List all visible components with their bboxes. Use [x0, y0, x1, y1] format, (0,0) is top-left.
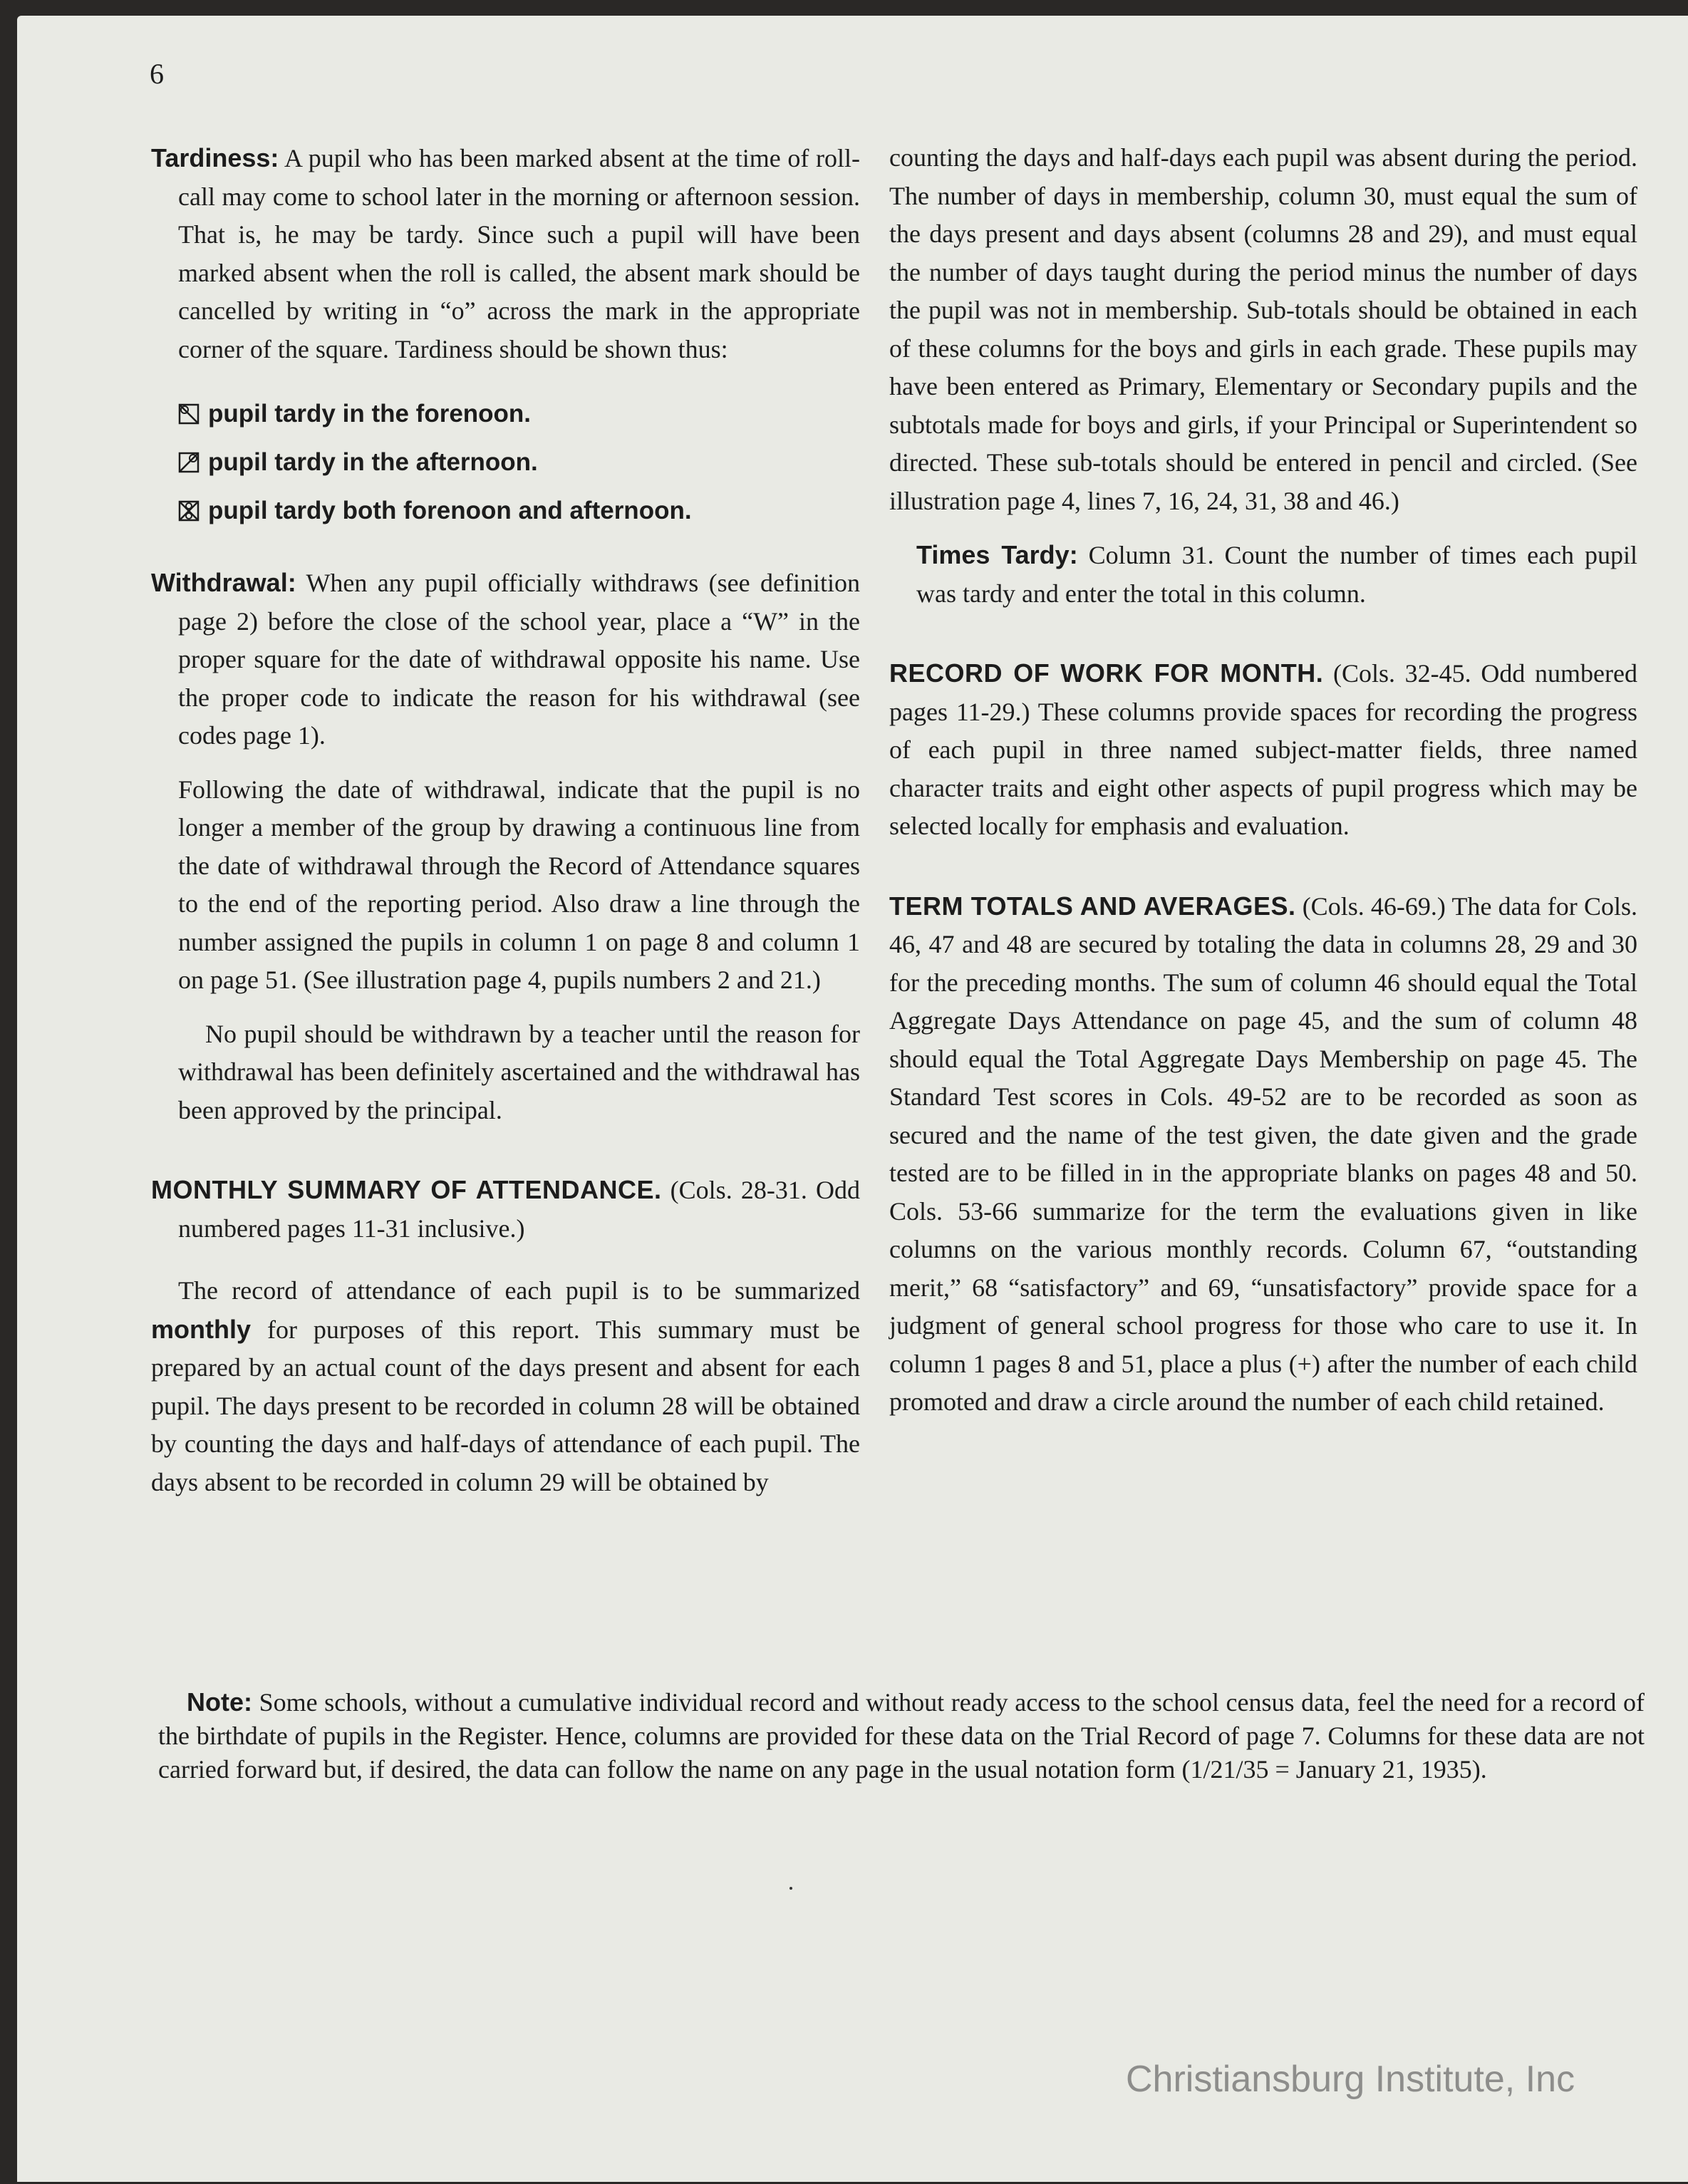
- tardiness-paragraph: [151, 139, 860, 368]
- times-tardy-paragraph: [889, 536, 1637, 613]
- withdrawal-lead: Withdrawal:: [151, 568, 296, 597]
- left-column: [151, 139, 860, 1501]
- monthly-summary-heading-paragraph: [151, 1171, 860, 1248]
- withdrawal-text: When any pupil officially withdraws (see definition page 2) before the close of the school year, place a “W” in the proper square for the date of withdrawal opposite his name. Use the proper code to indicate the reason for his withdrawal (see codes page 1).: [178, 569, 860, 750]
- tardy-afternoon-item: [178, 438, 860, 487]
- term-totals-paragraph: [889, 887, 1637, 1422]
- tardy-afternoon-icon: [178, 452, 200, 473]
- page-number: 6: [150, 58, 164, 90]
- withdrawal-line-paragraph: Following the date of withdrawal, indicate that the pupil is no longer a member of the group by drawing a continuous line from the date of withdrawal through the Record of Attendance squares to the end of the reporting period. Also draw a line through the number assigned the pupils in column 1 on page 8 and column 1 on page 51. (See illustration page 4, pupils numbers 2 and 21.): [178, 775, 860, 994]
- tardy-afternoon-label: pupil tardy in the afternoon.: [208, 448, 538, 476]
- times-tardy-lead: Times Tardy:: [916, 540, 1078, 569]
- withdrawal-approval-paragraph: No pupil should be withdrawn by a teacher until the reason for withdrawal has been definitely ascertained and the withdrawal has been approved by the principal.: [178, 1019, 860, 1124]
- record-of-work-paragraph: [889, 654, 1637, 846]
- tardiness-lead: Tardiness:: [151, 143, 279, 172]
- tardy-forenoon-item: [178, 390, 860, 438]
- record-of-work-heading: RECORD OF WORK FOR MONTH.: [889, 658, 1324, 688]
- term-totals-text: (Cols. 46-69.) The data for Cols. 46, 47 and 48 are secured by totaling the data in columns 28, 29 and 30 for the preceding months. The sum of column 46 should equal the Total Aggregate Days Attendance on page 45, and the sum of column 48 should equal the Total Aggregate Days Membership on page 45. The Standard Test scores in Cols. 49-52 are to be recorded as soon as secured and the name of the test given, the date given and the grade tested are to be filled in in the appropriate blanks on pages 48 and 50. Cols. 53-66 summarize for the term the evaluations given in like columns on the various monthly records. Column 67, “outstanding merit,” 68 “satisfactory” and 69, “unsatisfactory” provide space for a judgment of general school progress for those who care to use it. In column 1 pages 8 and 51, place a plus (+) after the number of each child promoted and draw a circle around the number of each child retained.: [889, 891, 1637, 1416]
- watermark: Christiansburg Institute, Inc: [1126, 2059, 1575, 2100]
- monthly-summary-text-after: for purposes of this report. This summary must be prepared by an actual count of the days present and absent for each pupil. The days present to be recorded in column 28 will be obtained by counting the days and half-days of attendance of each pupil. The days absent to be recorded in column 29 will be obtained by: [151, 1315, 860, 1496]
- times-tardy-text: Column 31. Count the number of times each pupil was tardy and enter the total in this column.: [916, 541, 1637, 608]
- monthly-summary-paragraph: [151, 1272, 860, 1501]
- record-of-work-text: (Cols. 32-45. Odd numbered pages 11-29.) These columns provide spaces for recording the progress of each pupil in three named subject-matter fields, three named character traits and eight other aspects of pupil progress which may be selected locally for emphasis and evaluation.: [889, 659, 1637, 840]
- right-column: [889, 139, 1637, 1422]
- monthly-emphasis: monthly: [151, 1314, 251, 1344]
- monthly-summary-cols: (Cols. 28-31. Odd numbered pages 11-31 inclusive.): [178, 1176, 861, 1243]
- tardy-forenoon-label: pupil tardy in the forenoon.: [208, 400, 532, 428]
- note-lead: Note:: [187, 1687, 252, 1717]
- term-totals-heading: TERM TOTALS AND AVERAGES.: [889, 891, 1296, 921]
- monthly-summary-heading: MONTHLY SUMMARY OF ATTENDANCE.: [151, 1175, 662, 1204]
- tardy-both-icon: [178, 500, 200, 522]
- tardy-both-item: [178, 487, 860, 535]
- tardy-forenoon-icon: [178, 403, 200, 425]
- tardy-both-label: pupil tardy both forenoon and afternoon.: [208, 497, 692, 524]
- tardy-symbol-list: [178, 390, 860, 535]
- note-text: Some schools, without a cumulative individual record and without ready access to the school census data, feel the need for a record of the birthdate of pupils in the Register. Hence, columns are provided for these data on the Trial Record of page 7. Columns for these data are not carried forward but, if desired, the data can follow the name on any page in the usual notation form (1/21/35 = January 21, 1935).: [158, 1688, 1645, 1784]
- monthly-summary-text-before: The record of attendance of each pupil is to be summarized: [178, 1276, 860, 1305]
- counting-continued-paragraph: counting the days and half-days each pupil was absent during the period. The number of days in membership, column 30, must equal the sum of the days present and days absent (columns 28 and 29), and must equal the number of days taught during the period minus the number of days the pupil was not in membership. Sub-totals should be obtained in each of these columns for the boys and girls in each grade. These pupils may have been entered as Primary, Elementary or Secondary pupils and the subtotals made for boys and girls, if your Principal or Superintendent so directed. These sub-totals should be entered in pencil and circled. (See illustration page 4, lines 7, 16, 24, 31, 38 and 46.): [889, 143, 1637, 515]
- withdrawal-paragraph: [151, 564, 860, 755]
- tardiness-text: A pupil who has been marked absent at the time of roll-call may come to school later in the morning or afternoon session. That is, he may be tardy. Since such a pupil will have been marked absent when the roll is called, the absent mark should be cancelled by writing in “o” across the mark in the appropriate corner of the square. Tardiness should be shown thus:: [178, 144, 860, 363]
- note-paragraph: [158, 1685, 1645, 1786]
- print-speck: [789, 1887, 792, 1890]
